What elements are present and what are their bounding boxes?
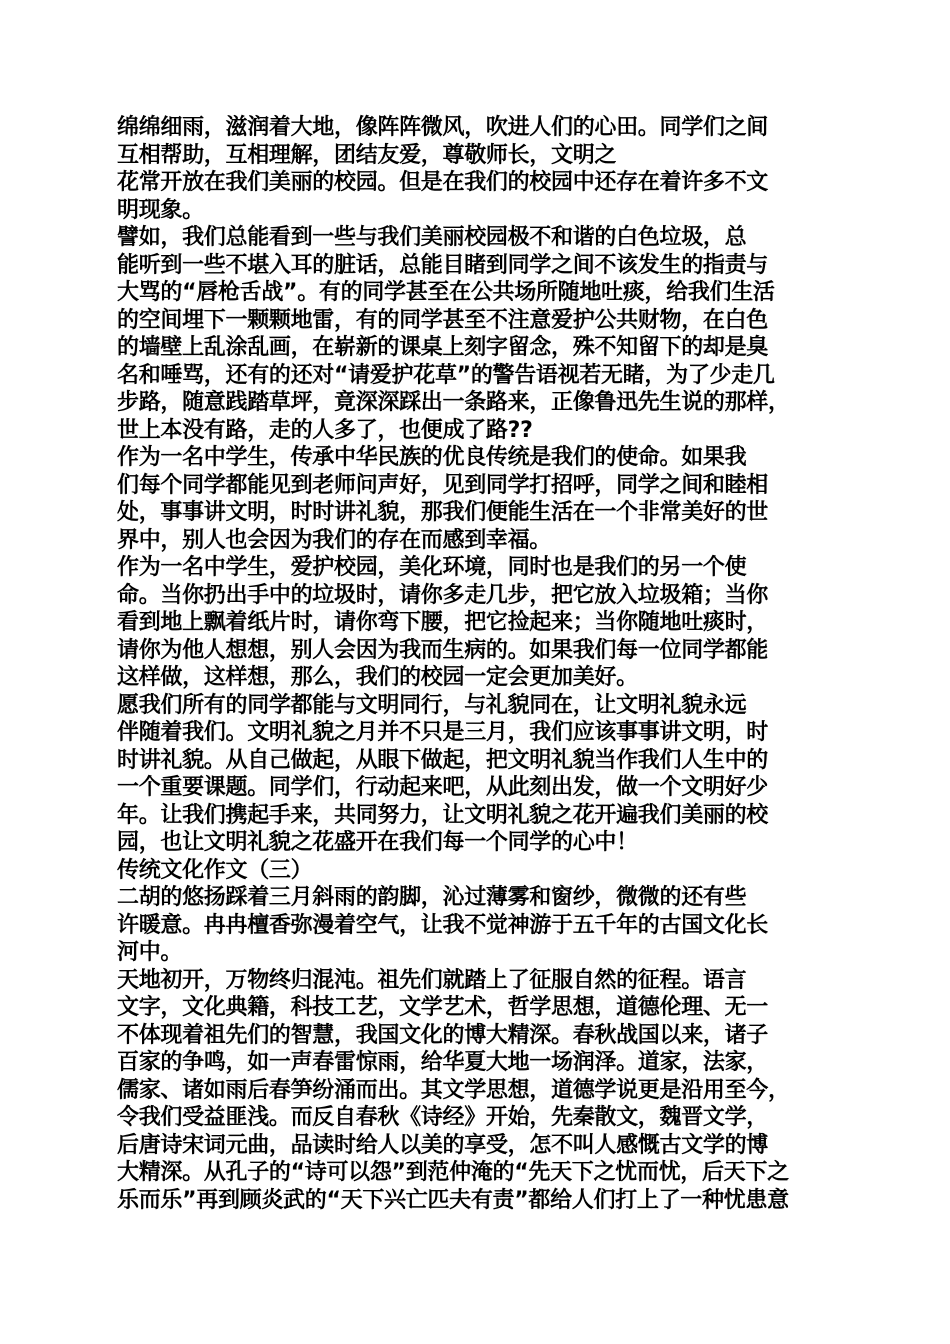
text-line: 园，也让文明礼貌之花盛开在我们每一个同学的心中！ xyxy=(117,830,638,855)
text-line: 命。当你扔出手中的垃圾时，请你多走几步，把它放入垃圾箱；当你 xyxy=(117,582,769,608)
document-body-text xyxy=(117,114,839,1214)
text-line: 许暖意。冉冉檀香弥漫着空气，让我不觉神游于五千年的古国文化长 xyxy=(117,912,769,938)
text-line: 世上本没有路，走的人多了，也便成了路?? xyxy=(117,417,533,443)
text-line: 界中，别人也会因为我们的存在而感到幸福。 xyxy=(117,527,552,553)
text-line: 一个重要课题。同学们，行动起来吧，从此刻出发，做一个文明好少 xyxy=(117,775,769,800)
text-line: 令我们受益匪浅。而反自春秋《诗经》开始，先秦散文，魏晋文学， xyxy=(117,1105,769,1130)
text-line: 年。让我们携起手来，共同努力，让文明礼貌之花开遍我们美丽的校 xyxy=(117,802,769,828)
text-line: 看到地上飘着纸片时，请你弯下腰，把它捡起来；当你随地吐痰时， xyxy=(117,610,769,635)
text-line: 名和唾骂，还有的还对“请爱护花草”的警告语视若无睹，为了少走几 xyxy=(117,362,775,388)
text-line: 这样做，这样想，那么，我们的校园一定会更加美好。 xyxy=(117,665,638,690)
text-line: 互相帮助，互相理解，团结友爱，尊敬师长，文明之 xyxy=(117,142,617,168)
text-line: 们每个同学都能见到老师问声好，见到同学打招呼，同学之间和睦相 xyxy=(117,472,769,498)
text-line: 花常开放在我们美丽的校园。但是在我们的校园中还存在着许多不文 xyxy=(117,170,769,195)
text-line: 处，事事讲文明，时时讲礼貌，那我们便能生活在一个非常美好的世 xyxy=(117,500,769,525)
text-line: 作为一名中学生，传承中华民族的优良传统是我们的使命。如果我 xyxy=(117,445,747,470)
text-line: 步路，随意践踏草坪，竟深深踩出一条路来，正像鲁迅先生说的那样， xyxy=(117,390,790,415)
text-line: 作为一名中学生，爱护校园，美化环境，同时也是我们的另一个使 xyxy=(117,555,747,580)
text-line: 明现象。 xyxy=(117,197,204,223)
text-line: 的空间埋下一颗颗地雷，有的同学甚至不注意爱护公共财物，在白色 xyxy=(117,307,769,333)
text-line: 大精深。从孔子的“诗可以怨”到范仲淹的“先天下之忧而忧，后天下之 xyxy=(117,1160,789,1185)
text-line: 绵绵细雨，滋润着大地，像阵阵微风，吹进人们的心田。同学们之间 xyxy=(117,115,769,140)
text-line: 后唐诗宋词元曲，品读时给人以美的享受，怎不叫人感慨古文学的博 xyxy=(117,1132,769,1158)
text-line: 的墙壁上乱涂乱画，在崭新的课桌上刻字留念，殊不知留下的却是臭 xyxy=(117,335,769,360)
text-line: 时讲礼貌。从自己做起，从眼下做起，把文明礼貌当作我们人生中的 xyxy=(117,747,769,773)
text-line: 二胡的悠扬踩着三月斜雨的韵脚，沁过薄雾和窗纱，微微的还有些 xyxy=(117,885,747,910)
text-line: 大骂的“唇枪舌战”。有的同学甚至在公共场所随地吐痰，给我们生活 xyxy=(117,280,775,305)
text-line: 愿我们所有的同学都能与文明同行，与礼貌同在，让文明礼貌永远 xyxy=(117,692,747,718)
text-line: 譬如，我们总能看到一些与我们美丽校园极不和谐的白色垃圾，总 xyxy=(117,225,747,250)
text-line: 不体现着祖先们的智慧，我国文化的博大精深。春秋战国以来，诸子 xyxy=(117,1022,769,1048)
text-line: 天地初开，万物终归混沌。祖先们就踏上了征服自然的征程。语言 xyxy=(117,967,747,993)
text-line: 伴随着我们。文明礼貌之月并不只是三月，我们应该事事讲文明，时 xyxy=(117,720,769,745)
text-line: 河中。 xyxy=(117,940,183,965)
text-line: 传统文化作文（三） xyxy=(117,857,313,883)
text-line: 儒家、诸如雨后春笋纷涌而出。其文学思想，道德学说更是沿用至今， xyxy=(117,1077,790,1103)
text-line: 文字，文化典籍，科技工艺，文学艺术，哲学思想，道德伦理、无一 xyxy=(117,995,769,1020)
text-line: 请你为他人想想，别人会因为我而生病的。如果我们每一位同学都能 xyxy=(117,637,769,663)
text-line: 乐而乐”再到顾炎武的“天下兴亡匹夫有责”都给人们打上了一种忧患意 xyxy=(117,1187,789,1213)
text-line: 能听到一些不堪入耳的脏话，总能目睹到同学之间不该发生的指责与 xyxy=(117,252,769,278)
text-line: 百家的争鸣，如一声春雷惊雨，给华夏大地一场润泽。道家，法家， xyxy=(117,1050,769,1075)
